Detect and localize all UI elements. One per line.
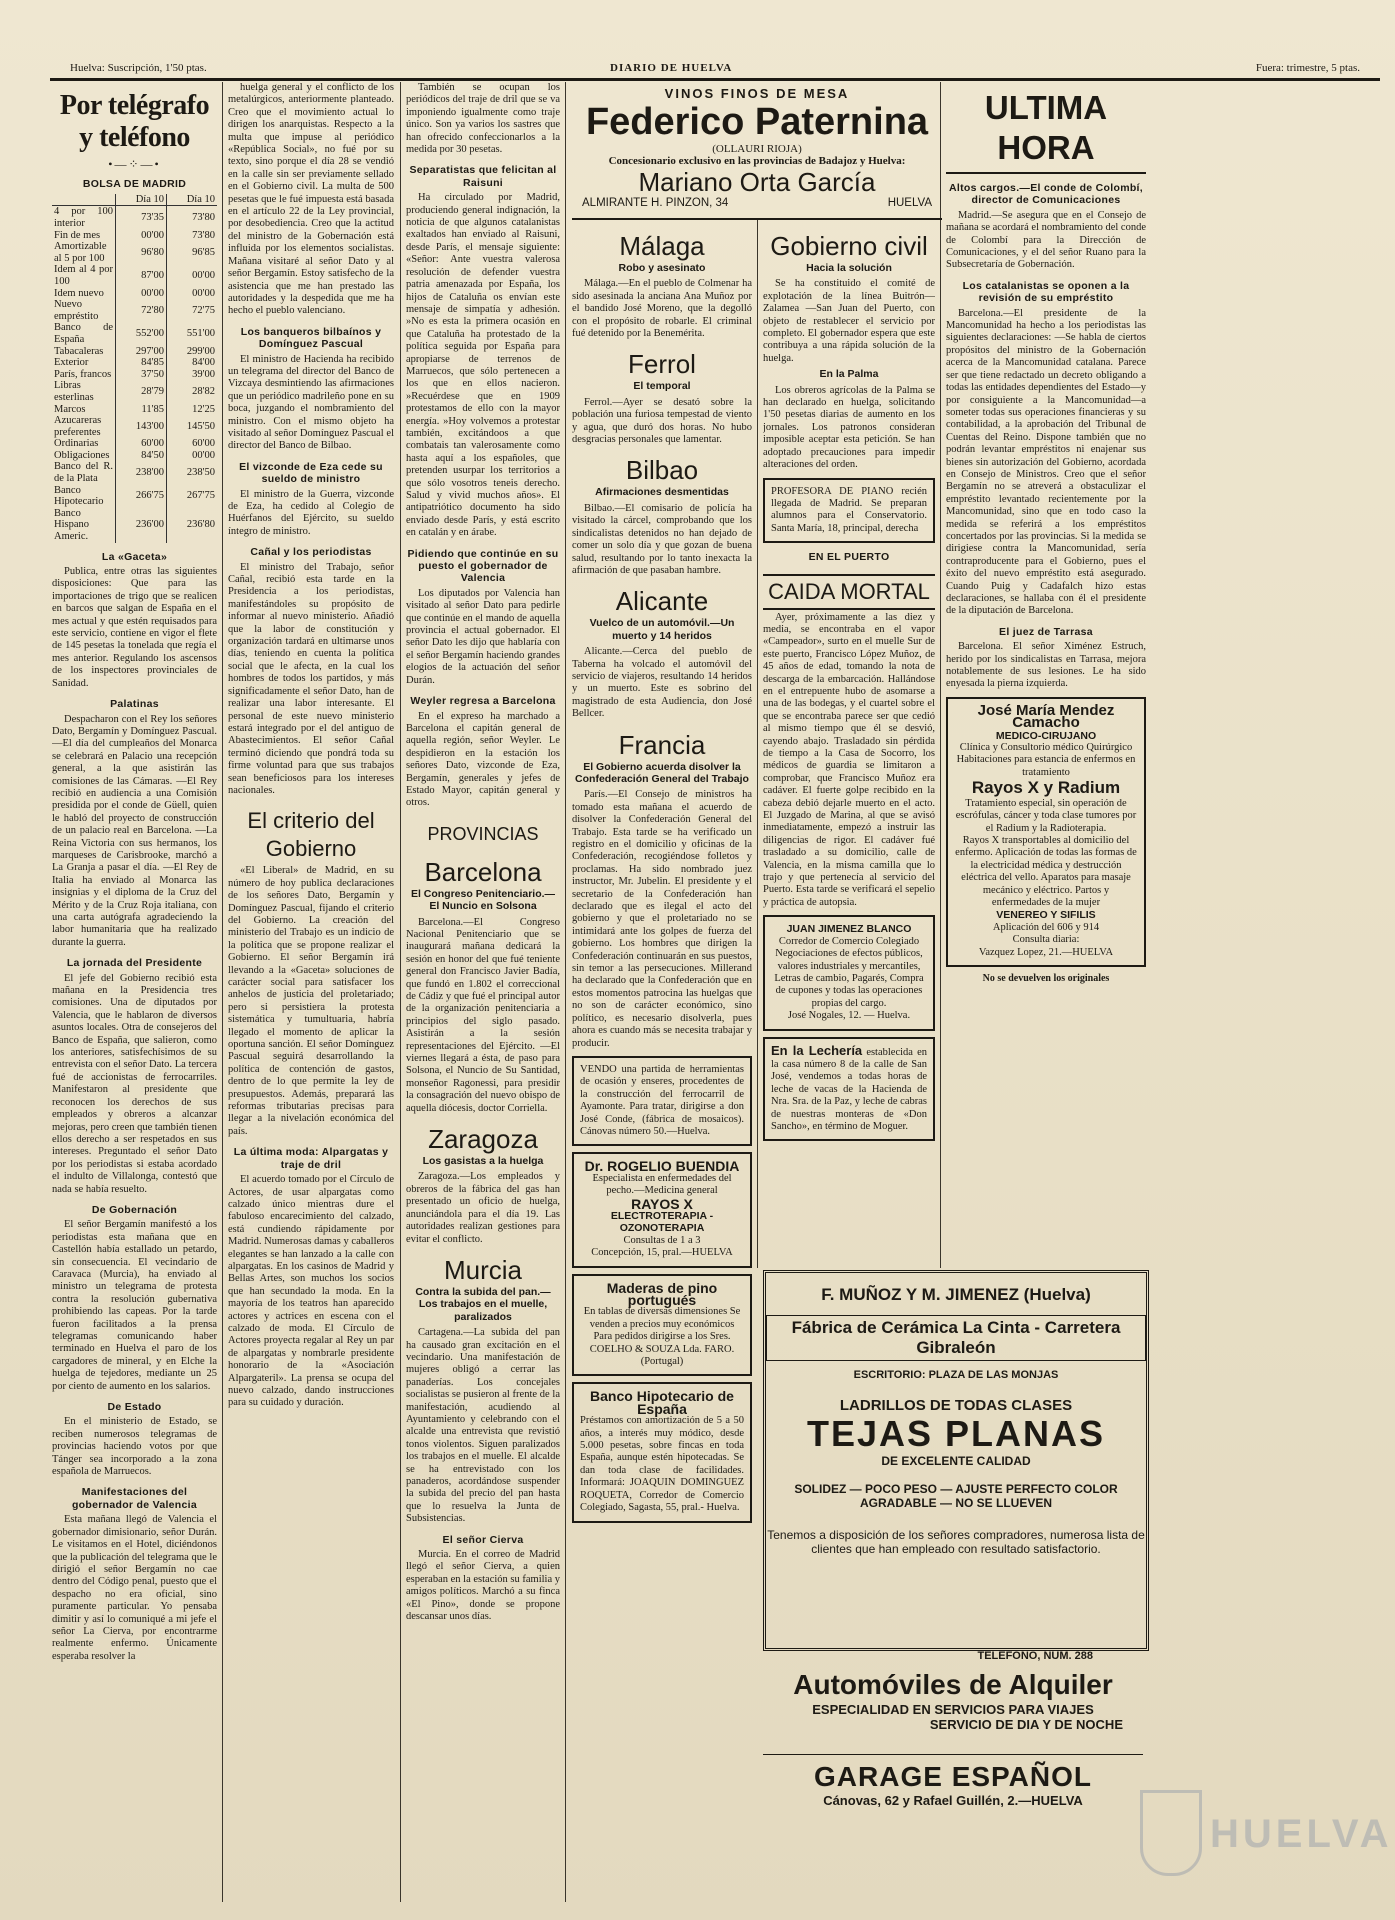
ad-service: SERVICIO DE DIA Y DE NOCHE (929, 1717, 1123, 1732)
bolsa-value: 00'00 (167, 264, 218, 287)
archive-watermark (1140, 1790, 1393, 1900)
ad-text: Especialista en enfermedades del pecho.—Medicina general (592, 1172, 732, 1197)
piano-ad (763, 478, 935, 544)
column-rule (757, 218, 758, 1268)
ad-hours: Consulta diaria: (1012, 934, 1080, 946)
bolsa-value: 72'80 (116, 299, 167, 322)
originals-note: No se devuelven los originales (982, 972, 1110, 984)
bolsa-header (52, 194, 116, 206)
heading-palatinas: Palatinas (110, 698, 159, 711)
subscription-price: Huelva: Suscripción, 1'50 ptas. (70, 62, 207, 74)
heading-francia: Francia (618, 729, 706, 760)
bolsa-label: Tabacaleras (54, 345, 104, 357)
bolsa-row (52, 288, 217, 300)
bolsa-value: 236'80 (167, 508, 218, 543)
heading-weyler: Weyler regresa a Barcelona (410, 695, 556, 708)
heading-provincias: PROVINCIAS (427, 823, 539, 844)
bolsa-value: 00'00 (116, 288, 167, 300)
section-title: Por telégrafo y teléfono (59, 90, 210, 153)
madera-ad (572, 1274, 752, 1377)
bolsa-header: Día 10 (167, 194, 218, 206)
article-text: El jefe del Gobierno recibió esta mañana en la Presidencia tres comisiones. Una de diputados por Valencia, que le hablaron de diversos asuntos locales. Otra de consejeros del Banco de España, que salieron, como los anteriores, satisfechísimos de su entrevista con el señor Dato. La tercera fué de accionistas de ferrocarriles. Manifestaron al presidente que reconocen los derechos de sus empleados y obreros a alcanzar mejoras, pero creen que también tienen ellos derecho a ser respetados en sus intereses. Preguntado el señor Dato por los periodistas si estaba acordado el indulto de Villalonga, contestó que nada se había resuelto. (52, 972, 217, 1195)
ad-text: establecida en la casa número 8 de la calle de San José, vendemos a todas horas de leche de vacas de la Hacienda de Nra. Sra. de la Paz, y leche de cabras de nuestras monteras de «Don Sancho», en término de Moguer. (771, 1046, 927, 1132)
article-text: huelga general y el conflicto de los metalúrgicos, anteriormente planteado. Creo que el movimiento actual lo dirigen los anarquistas. Respecto a la multa que impuse al periódico «República Social», no fué por su texto, sino porque el día 28 se vendió en la calle sin ser previamente sellado en el Gobierno civil. La multa de 500 pesetas que le fué impuesta está basada en el artículo 22 de la Ley provincial, por desobediencia. Creo que la actitud del ministro de la Gobernación está influida por los elementos socialistas. Mañana visitaré al señor Dato y al señor Bergamín. Estoy satisfecho de la asistencia que me han prestado las autoridades y la despedida que me ha hecho el pueblo valenciano. (228, 82, 394, 317)
subheading: Hacia la solución (806, 262, 892, 274)
bolsa-value: 297'00 (116, 346, 167, 358)
ad-owners: F. MUÑOZ Y M. JIMENEZ (Huelva) (821, 1285, 1091, 1304)
bolsa-value: 552'00 (116, 322, 167, 345)
bolsa-value: 84'00 (167, 357, 218, 369)
mendez-ad (946, 697, 1146, 967)
heading-alicante: Alicante (615, 586, 709, 617)
article-text: Los diputados por Valencia han visitado al señor Dato para pedirle que continúe en el mando de aquella provincia el actual gobernador. El señor Dato les dijo que hablaría con el señor Bergamín haciendo grandes elogios de la actuación del señor Durán. (406, 587, 560, 686)
bolsa-value: 73'35 (116, 206, 167, 230)
ad-specialty: ESPECIALIDAD EN SERVICIOS PARA VIAJES (812, 1702, 1094, 1717)
ultima-hora-title: ULTIMA HORA (946, 88, 1146, 174)
article-text: Barcelona.—El Congreso Nacional Penitenciario que se inaugurará mañana dedicará la sesión en honor del que fué teniente general don Francisco Javier Badía, que fundó en 1.802 el correccional de Cádiz y que fué el principal autor de la organización penitenciaria a principios del siglo pasado. Asistirán a la sesión representaciones del Ejército. —El viernes llegará a ésta, de paso para Solsona, el Nuncio de Su Santidad, monseñor Ragonessi, para presidir la consagración del nuevo obispo de aquella diócesis, doctor Corriella. (406, 916, 560, 1114)
paper-name: DIARIO DE HUELVA (610, 62, 733, 74)
outside-price: Fuera: trimestre, 5 ptas. (1255, 62, 1360, 74)
ad-name: Dr. ROGELIO BUENDIA (584, 1158, 740, 1175)
ornament: •—⁘—• (108, 157, 161, 171)
article-text: Málaga.—En el pueblo de Colmenar ha sido asesinada la anciana Ana Muñoz por el bandido José Moreno, que la degolló con el propósito de robarle. El criminal fué detenido por la Benemérita. (572, 278, 752, 340)
heading-ferrol: Ferrol (628, 349, 696, 380)
heading-caida: CAIDA MORTAL (763, 574, 935, 610)
bolsa-row (52, 461, 217, 484)
bolsa-value: 28'82 (167, 380, 218, 403)
bolsa-value: 60'00 (167, 438, 218, 450)
ad-address: Cánovas, 62 y Rafael Guillén, 2.—HUELVA (823, 1793, 1083, 1808)
article-text: «El Liberal» de Madrid, en su número de hoy publica declaraciones de los señores Dato, Bergamín y Domínguez Pascual, fijando el criterio del Gobierno. La creación del ministerio del Trabajo es un indicio de la política que se propone realizar el Gobierno. El señor Bergamín irá llevando a la «Gaceta» soluciones de carácter social para satisfacer los anhelos de justicia del proletariado; pero si persistiera la protesta sistemática y tumultuaria, habría llegado el momento de aplicar la oportuna sanción. El señor Domínguez Pascual seguirá desarrollando la política de contención de gastos, dentro de lo que permite la ley de presupuestos. Además, preparará las reformas tributarias precisas para llegar a la nivelación económica del país. (228, 865, 394, 1137)
article-text: Cartagena.—La subida del pan ha causado gran excitación en el vecindario. Una manifestación de mujeres obligó a cerrar las panaderías. Los concejales socialistas se pusieron al frente de la manifestación, acudiendo al Ayuntamiento y celebrando con el alcalde una entrevista que revistió tonos violentos. Siguen paralizados los trabajos en el muelle. El alcalde se ha entrevistado con los panaderos, acordándose suspender la subida del precio del pan hasta que lo resuelva la Junta de Subsistencias. (406, 1327, 560, 1525)
heading-gaceta: La «Gaceta» (101, 550, 168, 563)
ad-factory: Fábrica de Cerámica La Cinta - Carretera Gibraleón (766, 1315, 1146, 1361)
article-text: El señor Bergamín manifestó a los periodistas esta mañana que en Castellón había estallado un petardo, sin consecuencia. El vecindario de Caravaca (Murcia), ha enviado al ministro un telegrama de protesta contra la resolución gubernativa prohibiendo las capeas. Por la tarde fueron facilitados a la prensa telegramas comunicando haber terminado en Huelva el paro de los cargadores de mineral, y en Elche la huelga de tejedores, mediante un 25 por ciento de aumento en los salarios. (52, 1219, 217, 1392)
heading-cierva: El señor Cierva (442, 1533, 524, 1546)
ad-title: Automóviles de Alquiler (793, 1669, 1113, 1700)
article-text: Se ha constituido el comité de explotación de la línea Buitrón—Zalamea —San Juan del Puerto, con objeto de restablecer el servicio por completo. El gobernador espera que este contribuya a una rápida solución de la huelga. (763, 278, 935, 364)
heading-eza: El vizconde de Eza cede su sueldo de ministro (239, 460, 383, 486)
article-text: Bilbao.—El comisario de policía ha visitado la cárcel, comprobando que los sindicalistas detenidos no han dejado de comer un solo día y que gozan de buena salud, resultando por lo tanto inexacta la afirmación de que pasaban hambre. (572, 502, 752, 576)
ad-calidad: DE EXCELENTE CALIDAD (881, 1454, 1031, 1468)
ad-city: HUELVA (887, 197, 932, 209)
ad-title: Maderas de pino portugués (606, 1279, 718, 1308)
bolsa-value: 00'00 (167, 450, 218, 462)
shield-icon (1140, 1790, 1202, 1876)
article-text: París.—El Consejo de ministros ha tomado esta mañana el acuerdo de disolver la Confederación General del Trabajo. Esta tarde se ha verificado un registro en el domicilio y oficinas de la Confederación, recogiéndose folletos y proclamas. Ha sido nombrado juez instructor, Mr. Jubelin. El presidente y el secretario de la Confederación han declarado que es ilegal el acto del gobierno y que el proletariado no se intimidará ante los golpes de fuerza del gobierno. Los hombres que dirigen la Confederación continuarán en sus puestos, sin temor a las persecuciones. Millerand ha declarado que la Confederación que en estos momentos patrocina las huelgas que no son de carácter económico, sino político, es necesario disolverla, pues ahora es cuando más se necesita trabajar y producir. (572, 789, 752, 1049)
bolsa-value: 37'50 (116, 369, 167, 381)
bolsa-value: 96'80 (116, 241, 167, 264)
subheading: El temporal (633, 380, 691, 393)
ad-features: SOLIDEZ — POCO PESO — AJUSTE PERFECTO COLOR AGRADABLE — NO SE LLUEVEN (794, 1482, 1118, 1510)
column-rule (222, 82, 223, 1902)
column-rule (940, 82, 941, 1268)
bolsa-value: 28'79 (116, 380, 167, 403)
article-text: El ministro de Hacienda ha recibido un telegrama del director del Banco de Vizcaya desmintiendo las afirmaciones que un periódico madrileño pone en su boca, juzgando el nombramiento del ministro. Con el mismo objeto ha visitado al señor Domínguez Pascual el director del Banco de Bilbao. (228, 353, 394, 452)
ad-origin: (OLLAURI RIOJA) (712, 143, 802, 155)
bolsa-table (52, 194, 217, 543)
ad-rayos: Rayos X y Radium (971, 778, 1121, 798)
article-text: Ferrol.—Ayer se desató sobre la población una furiosa tempestad de viento y agua, que duró dos horas. No hubo desgracias personales que lamentar. (572, 396, 752, 446)
ad-title: Banco Hipotecario de España (590, 1388, 734, 1417)
heading-banqueros: Los banqueros bilbaínos y Domínguez Pascual (240, 325, 382, 351)
heading-bilbao: Bilbao (625, 455, 699, 486)
subheading: Robo y asesinato (618, 262, 706, 274)
bolsa-label: Libras esterlinas (54, 380, 94, 403)
bolsa-row (52, 369, 217, 381)
column-4 (572, 222, 752, 1902)
ad-address: Vazquez Lopez, 21.—HUELVA (978, 946, 1114, 958)
ad-electro: ELECTROTERAPIA - OZONOTERAPIA (610, 1209, 714, 1235)
article-text: Esta mañana llegó de Valencia el gobernador dimisionario, señor Durán. Le visitamos en el Hotel, diciéndonos que la publicación del telegrama que le dirigió el señor Bergamín no cae dentro del Código penal, puesto que el despacho no era oficial, sino puramente particular. Yo pensaba dimitir y así lo comuniqué a mi jefe el señor La Cierva, por encontrarme realmente enfermo. Únicamente esperaba resolver la (52, 1514, 217, 1662)
bolsa-label: Amortizable al 5 por 100 (54, 241, 107, 264)
heading-separatistas: Separatistas que felicitan al Raisuni (409, 164, 557, 189)
column-1 (52, 82, 217, 1902)
bolsa-row (52, 346, 217, 358)
article-text: Alicante.—Cerca del pueblo de Taberna ha volcado el automóvil del servicio de viajeros, resultando 14 heridos y un muerto. Este es sobrino del magistrado de esta Audiencia, don José Bellcer. (572, 646, 752, 720)
bolsa-value: 96'85 (167, 241, 218, 264)
subheading: Vuelco de un automóvil.—Un muerto y 14 heridos (589, 617, 735, 642)
article-text: En el expreso ha marchado a Barcelona el capitán general de aquella región, señor Weyler. Le despidieron en la estación los señores Dato, vizconde de Eza, Bergamín, generales y jefes de Estado Mayor, capitán general y otros. (406, 710, 560, 809)
masthead (50, 60, 1380, 81)
bolsa-header-row (52, 194, 217, 206)
bolsa-value: 73'80 (167, 230, 218, 242)
bolsa-label: Marcos (54, 403, 86, 415)
ceramica-ad (763, 1270, 1149, 1651)
heading-jornada: La jornada del Presidente (66, 957, 203, 970)
ad-hours: Consultas de 1 a 3 (623, 1234, 701, 1246)
bolsa-value: 84'85 (116, 357, 167, 369)
ad-ladrillos: LADRILLOS DE TODAS CLASES (839, 1397, 1073, 1414)
subheading: Afirmaciones desmentidas (595, 486, 729, 499)
bolsa-value: 238'00 (116, 461, 167, 484)
bolsa-row (52, 357, 217, 369)
bolsa-header: Día 10 (116, 194, 167, 206)
article-text: Despacharon con el Rey los señores Dato, Bergamín y Domínguez Pascual. —El día del cumpleaños del Monarca se celebrará en Palacio una recepción general, a la que asistirán las comisiones de las Cámaras. —El Rey recibió en audiencia a una Comisión presidida por el conde de Güell, quien le habló del proyecto de construcción de un palacio real en Barcelona. —La Reina Victoria con sus hermanos, los marqueses de Carisbrooke, marchó a La Granja a pasar el día. —El Rey de Italia ha enviado al Monarca las insignias y el diploma de la Cruz del Mérito y de la Cruz Roja italiana, con una carta autógrafa agradeciendo la labor humanitaria que ha realizado durante la guerra. (52, 713, 217, 948)
heading-manifestaciones: Manifestaciones del gobernador de Valencia (71, 1486, 198, 1511)
heading-barcelona: Barcelona (424, 856, 542, 887)
bolsa-label: Azucareras preferentes (54, 415, 102, 438)
ad-sub: Corredor de Comercio Colegiado (778, 935, 920, 947)
article-text: Ayer, próximamente a las diez y media, se encontraba en el vapor «Campeador», surto en el muelle Sur de este puerto, Francisco López Muñoz, de 45 años de edad, tomando la nota de descarga de la embarcación. Hallándose en el entrepuente hubo de asomarse a una de las bodegas, y el cuartel sobre el que se encontraba parece ser que cedió al mismo tiempo que él se desvió, cayendo abajo. Trasladado sin pérdida de tiempo a la Casa de Socorro, los médicos de guardia se limitaron a comprobar, que Francisco Muñoz era cadáver. El fuerte golpe recibido en la cabeza debió dejarle muerto en el acto. El Juzgado de Marina, al que se avisó inmediatamente, empezó a instruir las diligencias de rigor. El cadáver fué trasladado a su domicilio, calle de Valencia, en la misma camilla que lo trajo y que pertenecía al servicio del Puerto. Esta tarde se verificará el sepelio y práctica de autopsia. (763, 611, 935, 908)
article-text: También se ocupan los periódicos del traje de dril que se va imponiendo igualmente como traje único. Son ya varios los sastres que han ofrecido confeccionarlos a la medida por 30 pesetas. (406, 82, 560, 156)
ad-tejas: TEJAS PLANAS (806, 1413, 1106, 1454)
bolsa-row (52, 415, 217, 438)
article-text: El ministro de la Guerra, vizconde de Eza, ha cedido al Colegio de Huérfanos del Ejército, su sueldo íntegro de ministro. (228, 488, 394, 537)
ad-rayos: RAYOS X (631, 1195, 693, 1212)
ad-text: Negociaciones de efectos públicos, valores industriales y mercantiles, Letras de cambio, Pagarés, Compra de cupones y todas las operaciones propias del cargo. (774, 948, 924, 1009)
column-3 (406, 82, 560, 1902)
article-text: Barcelona.—El presidente de la Mancomunidad ha hecho a los periodistas las siguientes declaraciones: —Se habla de ciertos propósitos del ministro de la Gobernación acerca de la Mancomunidad catalana. Parece ser que tiene redactado un decreto obligando a todas las entidades dependientes del Estado—y por consiguiente a la Mancomunidad—a someter todas sus operaciones financieras y su contabilidad, a la aprobación del Tribunal de Cuentas del Reino. Dispone también que no podrán levantar empréstitos ni enajenar sus bienes sin autorización del Gobierno, acordada en Consejo de Ministros. Creo que el señor Bergamín no se atreverá a obstaculizar el empréstito levantado recientemente por la Mancomunidad, sino que en todo caso la medida se referirá a los empréstitos concertados por las provincias. Si la medida se dirigiese contra la Mancomunidad, sería contraproducente para el Gobierno, pues el éxito del nuevo empréstito está asegurado. Cuando Puig y Cadafalch hizo estas declaraciones, se hallaba con él el presidente de la diputación de Barcelona. (946, 307, 1146, 617)
bolsa-label: Banco del R. de la Plata (54, 461, 113, 485)
bolsa-value: 266'75 (116, 485, 167, 508)
article-text: Murcia. En el correo de Madrid llegó el señor Cierva, a quien esperaban en la estación su familia y amigos políticos. Marchó a su finca «El Pino», donde se propone descansar unos días. (406, 1549, 560, 1623)
jimenez-ad (763, 915, 935, 1030)
bolsa-value: 145'50 (167, 415, 218, 438)
bolsa-row (52, 264, 217, 287)
subheading: Contra la subida del pan.—Los trabajos en el muelle, paralizados (415, 1285, 551, 1323)
article-text: Ha circulado por Madrid, produciendo general indignación, la noticia de que algunos catalanistas exaltados han enviado al Raisuni, desde París, el mensaje siguiente: «Señor: Ante vuestra valerosa resolución de defender vuestra patria amenazada por España, los hijos de Cataluña os envían este mensaje de simpatía y adhesión. »No es esta la primera ocasión en que Cataluña ha protestado de la política seguida por España para apropiarse de terrenos de Marruecos, que sólo pertenecen a los que en ellos nacieron. »Recuérdese que en 1909 protestamos de ello con la mayor energía. »Hoy volvemos a protestar también, excitándoos a que combatais tan valerosamente como hasta aquí a los españoles, que pretenden usurpar los territorios a que sólo vosotros teneis derecho. Salud y vivid muchos años». El antipatriótico documento ha sido enviado desde París, y está escrito en catalán y en árabe. (406, 192, 560, 539)
ad-text: Aplicación del 606 y 914 (992, 921, 1100, 933)
bolsa-label: Obligaciones (54, 449, 110, 461)
column-2 (228, 82, 394, 1902)
article-text: Los obreros agrícolas de la Palma se han declarado en huelga, solicitando 1'50 pesetas diarias de aumento en los jornales. Los patronos consideran imposible aceptar esta petición. Se han adoptado precauciones para impedir alteraciones del orden. (763, 384, 935, 471)
bolsa-label: Idem al 4 por 100 (54, 264, 113, 287)
doctor-ad (572, 1152, 752, 1267)
heading-ultima-moda: La última moda: Alpargatas y traje de dril (233, 1146, 389, 1171)
bolsa-row (52, 380, 217, 403)
ad-name: José María Mendez Camacho (977, 701, 1115, 732)
bolsa-label: París, francos (54, 368, 112, 380)
bolsa-value: 267'75 (167, 485, 218, 508)
ad-text: En tablas de diversas dimensiones Se venden a precios muy económicos Para pedidos dirigirse a los Sres. COELHO & SOUZA Lda. FARO. (Portugal) (583, 1306, 741, 1368)
article-text: El ministro del Trabajo, señor Cañal, recibió esta tarde en la Presidencia a los periodistas, manifestándoles su propósito de informar al nuevo ministerio. Añadió que la labor de constitución y organización tardará en ultimarse unos días, teniendo en cuenta la política social que le afecta, en la cual los hombres de todos los partidos, y más significadamente el señor Dato, han de realizar una labor interesante. El personal de este nuevo ministerio estará integrado por el del antiguo de Abastecimientos. El señor Cañal terminó diciendo que pondrá toda su firme voluntad para que sus trabajos sean beneficiosos para los intereses nacionales. (228, 561, 394, 796)
heading-juez: El juez de Tarrasa (999, 625, 1093, 638)
ad-address: ALMIRANTE H. PINZON, 34 (582, 197, 729, 209)
heading-puerto: EN EL PUERTO (808, 551, 890, 564)
bolsa-row (52, 450, 217, 462)
subheading: Los gasistas a la huelga (422, 1155, 544, 1168)
heading-pidiendo: Pidiendo que continúe en su puesto el gobernador de Valencia (407, 547, 559, 585)
ad-office: ESCRITORIO: PLAZA DE LAS MONJAS (853, 1369, 1059, 1381)
ad-name: JUAN JIMENEZ BLANCO (786, 923, 912, 936)
bolsa-label: Nuevo empréstito (54, 299, 99, 322)
ad-text: Clínica y Consultorio médico Quirúrgico Habitaciones para estancia de enfermos en tratamiento (956, 742, 1136, 778)
bolsa-value: 11'85 (116, 404, 167, 416)
ad-venereo: VENEREO Y SIFILIS (996, 909, 1096, 922)
vendo-ad (572, 1056, 752, 1146)
bolsa-value: 84'50 (116, 450, 167, 462)
bolsa-value: 551'00 (167, 322, 218, 345)
ad-title: En la Lechería (771, 1042, 863, 1058)
lecheria-ad (763, 1037, 935, 1142)
bolsa-row (52, 299, 217, 322)
paternina-ad (572, 82, 942, 220)
bolsa-value: 238'50 (167, 461, 218, 484)
ad-sub: MEDICO-CIRUJANO (995, 729, 1097, 742)
bolsa-label: 4 por 100 interior (54, 206, 113, 229)
subheading: El Congreso Penitenciario.—El Nuncio en Solsona (410, 887, 556, 913)
banco-ad (572, 1382, 752, 1522)
ad-text: Préstamos con amortización de 5 a 50 años, a interés muy módico, desde 5.000 pesetas, sobre fincas en toda España, aunque estén hipotecadas. Se dan toda clase de facilidades. Informará: JOAQUIN DOMINGUEZ ROQUETA, Corredor de Comercio Colegiado, Sagasta, 55, pral.- Huelva. (580, 1415, 744, 1514)
bolsa-label: Exterior (54, 357, 89, 369)
bolsa-row (52, 322, 217, 345)
article-text: Madrid.—Se asegura que en el Consejo de mañana se acordará el nombramiento del conde de Colombí para la Dirección de Comunicaciones, y el del señor Ruano para la Subsecretaría de Gobernación. (946, 209, 1146, 271)
column-rule (400, 82, 401, 1902)
heading-gobernacion: De Gobernación (91, 1203, 178, 1216)
heading-altos-cargos: Altos cargos.—El conde de Colombí, director de Comunicaciones (949, 182, 1143, 207)
bolsa-heading: BOLSA DE MADRID (82, 178, 187, 191)
watermark-text: HUELVA (1210, 1812, 1393, 1856)
article-text: Publica, entre otras las siguientes disposiciones: Que para las importaciones de trigo que se realicen en barcos que salgan de España en el mes actual y que estén requisados para este servicio, contiene en vigor el flete de 145 pesetas la tonelada que regía el mes anterior. Regulando los ascensos de los inspectores provinciales de Sanidad. (52, 566, 217, 689)
ad-telephone: TELEFONO, NUM. 288 (977, 1650, 1093, 1662)
bolsa-row (52, 485, 217, 508)
ad-address: José Nogales, 12. — Huelva. (787, 1010, 911, 1022)
heading-criterio: El criterio del Gobierno (247, 808, 375, 862)
bolsa-label: Banco Hipotecario (54, 484, 104, 508)
ad-garage: GARAGE ESPAÑOL (763, 1754, 1143, 1793)
bolsa-label: Fin de mes (54, 229, 101, 241)
ad-text: VENDO una partida de herramientas de ocasión y enseres, procedentes de la construcción del ferrocarril de Ayamonte. Para tratar, dirigirse a don José Conde, (fábrica de mosaicos). Cánovas número 50.—Huelva. (580, 1063, 744, 1137)
bolsa-value: 236'00 (116, 508, 167, 543)
bolsa-row (52, 241, 217, 264)
subheading: En la Palma (819, 368, 879, 381)
heading-murcia: Murcia (443, 1254, 522, 1285)
ad-brand: Federico Paternina (585, 101, 929, 143)
bolsa-value: 72'75 (167, 299, 218, 322)
column-rule (565, 82, 566, 1902)
article-text: En el ministerio de Estado, se reciben numerosos telegramas de provincias haciendo votos por que Tánger sea incorporado a la zona española de Marruecos. (52, 1416, 217, 1478)
bolsa-value: 00'00 (116, 230, 167, 242)
ad-tagline: VINOS FINOS DE MESA (664, 86, 850, 101)
ad-text: Tratamiento especial, sin operación de escrófulas, cáncer y toda clase tumores por el Radium y la Radioterapia. (955, 797, 1137, 834)
ad-dealer: Mariano Orta García (638, 167, 876, 197)
bolsa-row (52, 206, 217, 230)
garage-ad (763, 1650, 1143, 1860)
bolsa-row (52, 230, 217, 242)
heading-catalanistas: Los catalanistas se oponen a la revisión de su empréstito (962, 279, 1130, 305)
bolsa-value: 12'25 (167, 404, 218, 416)
bolsa-value: 60'00 (116, 438, 167, 450)
heading-estado: De Estado (107, 1401, 162, 1414)
bolsa-value: 73'80 (167, 206, 218, 230)
bolsa-label: Ordinarias (54, 438, 99, 450)
bolsa-row (52, 404, 217, 416)
heading-zaragoza: Zaragoza (428, 1124, 538, 1155)
column-5 (763, 222, 935, 1267)
ad-address-line (572, 197, 942, 209)
bolsa-label: Idem nuevo (54, 287, 104, 299)
heading-canal: Cañal y los periodistas (250, 546, 372, 559)
bolsa-value: 00'00 (167, 288, 218, 300)
heading-malaga: Málaga (619, 231, 705, 261)
bolsa-value: 299'00 (167, 346, 218, 358)
ad-clients: Tenemos a disposición de los señores compradores, numerosa lista de clientes que han empleado con resultado satisfactorio. (767, 1528, 1145, 1556)
ad-address: Concepción, 15, pral.—HUELVA (591, 1247, 733, 1259)
ad-concession: Concesionario exclusivo en las provincias de Badajoz y Huelva: (608, 155, 906, 167)
column-6 (946, 82, 1146, 1268)
subheading: El Gobierno acuerda disolver la Confederación General del Trabajo (575, 760, 749, 785)
article-text: Zaragoza.—Los empleados y obreros de la fábrica del gas han presentado un oficio de huelga, anunciándola para el día 19. Las autoridades realizan gestiones para evitar el conflicto. (406, 1171, 560, 1245)
bolsa-value: 39'00 (167, 369, 218, 381)
bolsa-value: 87'00 (116, 264, 167, 287)
ad-text: PROFESORA DE PIANO recién llegada de Madrid. Se preparan alumnos para el Conservatorio. Santa María, 18, principal, derecha (771, 485, 927, 534)
bolsa-value: 143'00 (116, 415, 167, 438)
bolsa-row (52, 438, 217, 450)
article-text: El acuerdo tomado por el Círculo de Actores, de usar alpargatas como calzado único mientras dure el fabuloso encarecimiento del calzado, está cundiendo rápidamente por Madrid. Numerosas damas y caballeros elegantes se han lanzado a la calle con alpargatas. En los casinos de Madrid y Bellas Artes, son muchos los socios que han secundado la moda. En la mayoría de los teatros han aparecido actores y actrices en escena con el calzado de moda. El Círculo de Actores proyecta regalar al Rey un par de alpargatas y nombrarle presidente honorario de la «Asociación Alpargateril». La prensa se ocupa del nuevo calzado, dando instrucciones para su cuidado y duración. (228, 1174, 394, 1409)
heading-gobierno-civil: Gobierno civil (770, 231, 928, 261)
article-text: Barcelona. El señor Ximénez Estruch, herido por los sindicalistas en Tarrasa, mejora notablemente de sus lesiones. Le ha sido enyesada la pierna izquierda. (946, 641, 1146, 690)
bolsa-row (52, 508, 217, 543)
bolsa-label: Banco Hispano Americ. (54, 507, 89, 543)
ad-text: Rayos X transportables al domicilio del enfermo. Aplicación de todas las formas de la electricidad médica y destrucción eléctrica del vello. Aparatos para masaje mecánico y eléctrico. Partos y enfermedades de la mujer (955, 834, 1137, 908)
bolsa-label: Banco de España (54, 322, 113, 345)
